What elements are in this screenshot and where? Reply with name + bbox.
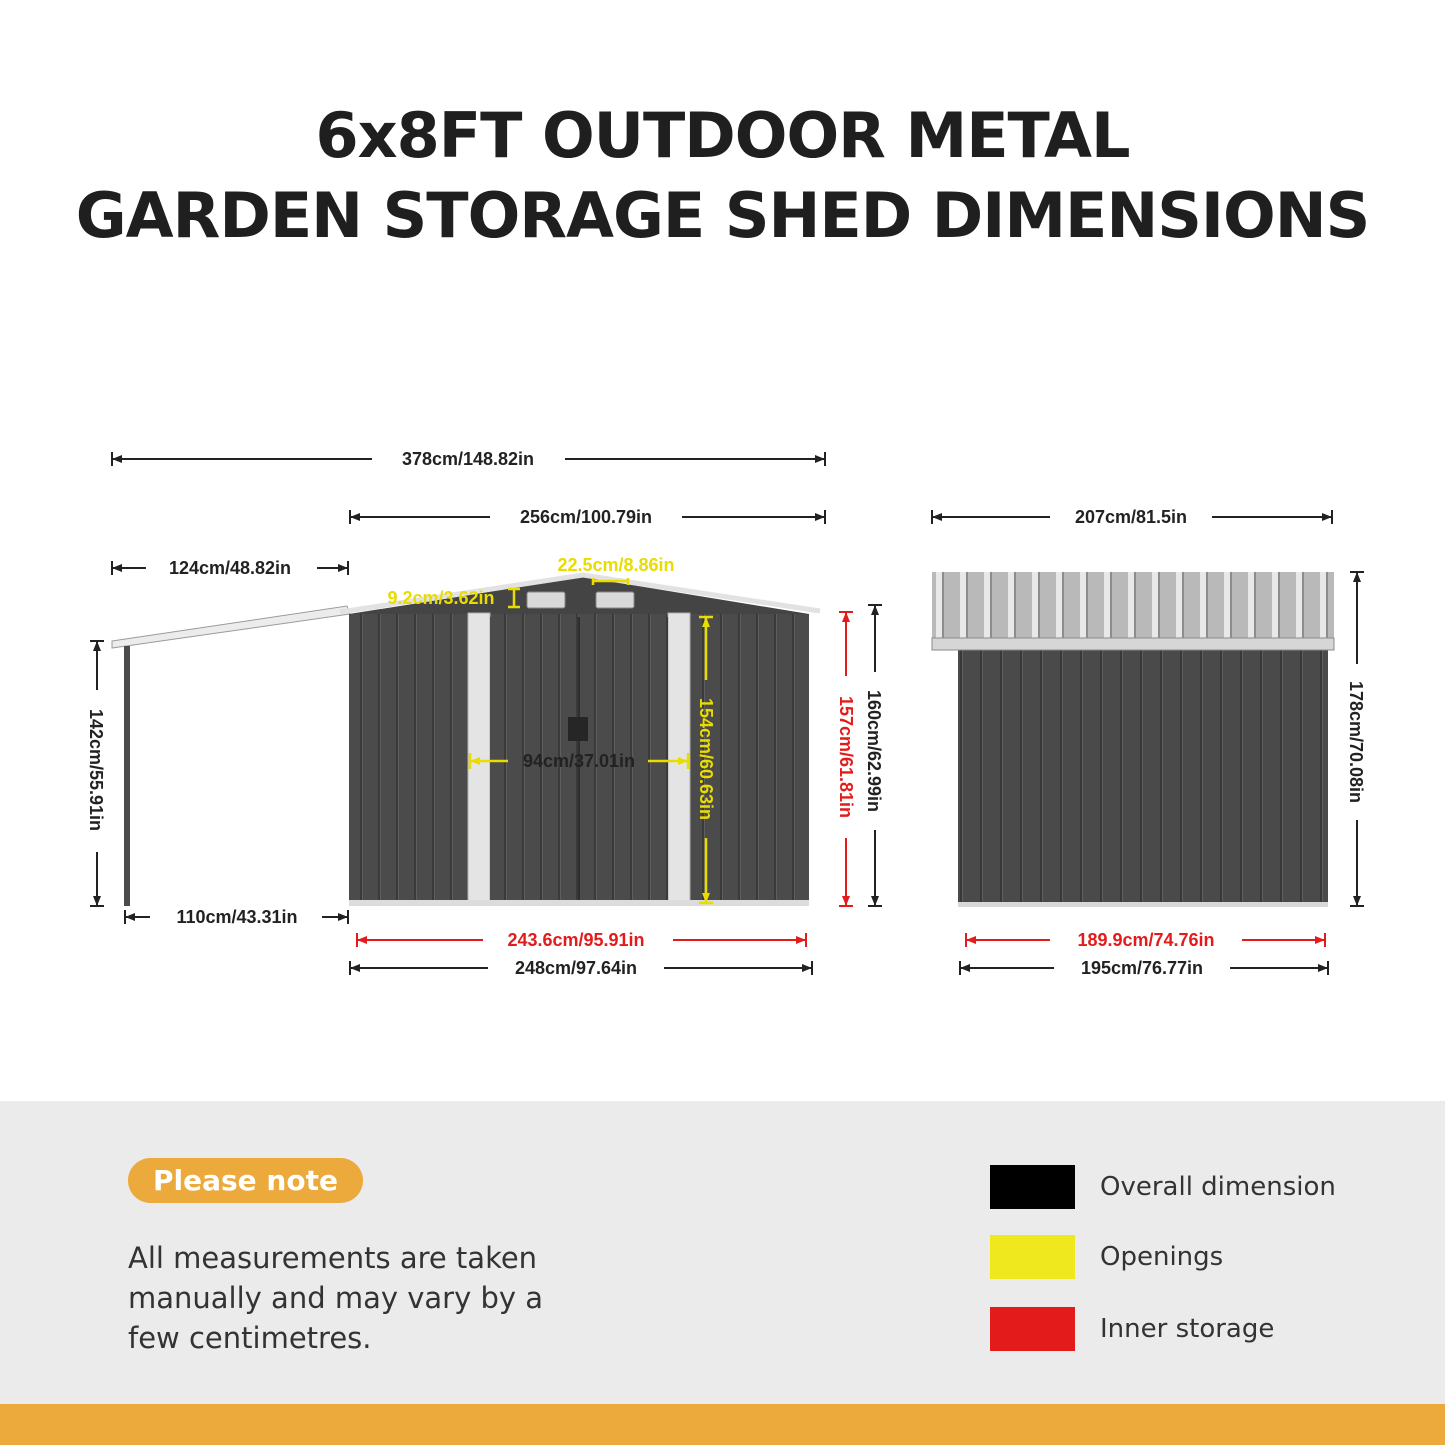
inner-swatch [990,1307,1075,1351]
vent-height-label: 9.2cm/3.62in [387,588,495,608]
total-width-label: 378cm/148.82in [401,449,535,469]
please-note-badge: Please note [128,1158,363,1203]
shed-width-label: 256cm/100.79in [519,507,653,527]
left-vent [527,592,565,608]
inner-width-label: 243.6cm/95.91in [507,930,645,950]
note-line: All measurements are taken [128,1241,538,1275]
legend-label: Openings [1100,1242,1224,1272]
side-roof-depth-label: 207cm/81.5in [1074,507,1188,527]
side-view-shed [932,572,1334,907]
side-base [958,902,1328,907]
bottom-accent-bar [0,1404,1445,1445]
door-height-label: 154cm/60.63in [696,697,716,821]
legend-label: Inner storage [1100,1314,1275,1344]
door-handle [568,717,588,741]
note-text [128,1238,588,1358]
side-base-depth-label: 195cm/76.77in [1080,958,1204,978]
page-title-line-2: GARDEN STORAGE SHED DIMENSIONS [75,179,1370,252]
side-roof-edge [932,638,1334,650]
overall-height-label: 160cm/62.99in [864,689,884,813]
note-line: few centimetres. [128,1321,372,1355]
lean-to-roof [112,606,350,648]
side-roof [932,572,1334,644]
openings-swatch [990,1235,1075,1279]
lean-to-height-label: 142cm/55.91in [86,708,106,832]
note-line: manually and may vary by a [128,1281,544,1315]
inner-height-label: 157cm/61.81in [836,695,856,819]
door-width-label: 94cm/37.01in [522,751,636,771]
overall-swatch [990,1165,1075,1209]
side-height-label: 178cm/70.08in [1346,680,1366,804]
shed-base [349,900,809,906]
base-width-label: 248cm/97.64in [514,958,638,978]
legend-label: Overall dimension [1100,1172,1336,1202]
right-vent [596,592,634,608]
lean-to-post [124,646,130,906]
lean-to-width-label: 124cm/48.82in [168,558,292,578]
side-inner-depth-label: 189.9cm/74.76in [1077,930,1215,950]
vent-width-label: 22.5cm/8.86in [557,555,675,575]
page-title-line-1: 6x8FT OUTDOOR METAL [315,99,1130,172]
side-wall [958,650,1328,906]
lean-to-floor-label: 110cm/43.31in [176,907,298,927]
